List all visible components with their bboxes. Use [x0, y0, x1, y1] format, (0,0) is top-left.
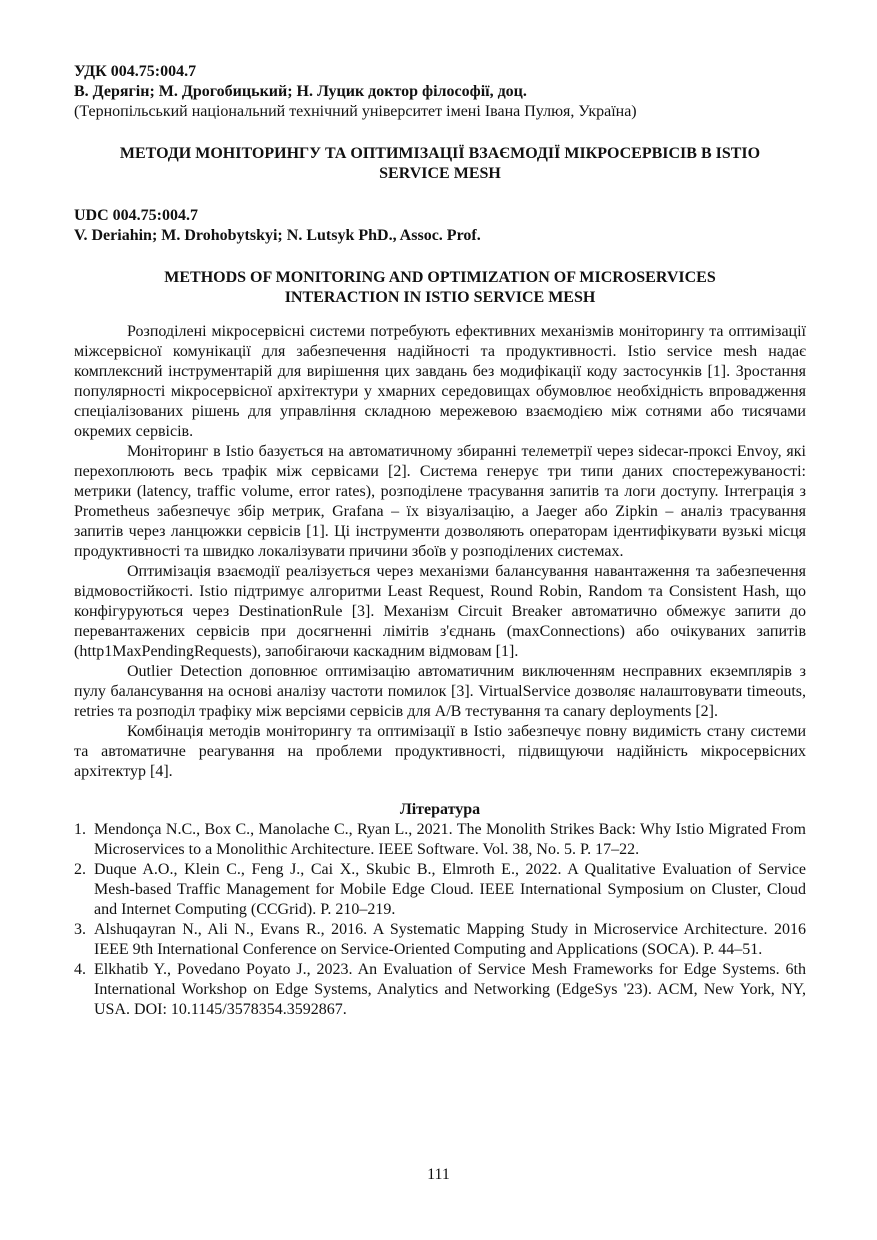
- reference-text: Duque A.O., Klein C., Feng J., Cai X., Skubic B., Elmroth E., 2022. A Qualitative Evaluation of Service Mesh-based Traffic Management for Mobile Edge Cloud. IEEE International Symposium on Cluster, Cloud and Internet Computing (CCGrid). P. 210–219.: [94, 861, 806, 918]
- reference-text: Alshuqayran N., Ali N., Evans R., 2016. A Systematic Mapping Study in Microservice Architecture. 2016 IEEE 9th International Conference on Service-Oriented Computing and Applications (SOCA). P. 44–51.: [94, 921, 806, 958]
- title-en: METHODS OF MONITORING AND OPTIMIZATION OF MICROSERVICES INTERACTION IN ISTIO SERVICE MESH: [164, 269, 716, 306]
- header-english: [74, 206, 806, 308]
- references-section: [74, 800, 806, 1020]
- reference-text: Elkhatib Y., Povedano Poyato J., 2023. An Evaluation of Service Mesh Frameworks for Edge Systems. 6th International Workshop on Edge Systems, Analytics and Networking (EdgeSys '23). ACM, New York, NY, USA. DOI: 10.1145/3578354.3592867.: [94, 961, 806, 1018]
- reference-item: [74, 820, 806, 860]
- title-ua: МЕТОДИ МОНІТОРИНГУ ТА ОПТИМІЗАЦІЇ ВЗАЄМОДІЇ МІКРОСЕРВІСІВ В ISTIO SERVICE MESH: [119, 145, 761, 182]
- paragraph: Оптимізація взаємодії реалізується через механізми балансування навантаження та забезпечення відмовостійкості. Istio підтримує алгоритми Least Request, Round Robin, Random та Consistent Hash, що конфігуруються через DestinationRule [3]. Механізм Circuit Breaker автоматично обмежує запити до перевантажених сервісів при досягненні лімітів з'єднань (maxConnections) або очікуваних запитів (http1MaxPendingRequests), запобігаючи каскадним відмовам [1].: [74, 563, 806, 660]
- references-heading: Література: [399, 801, 481, 818]
- header-ukrainian: [74, 62, 806, 184]
- reference-item: [74, 920, 806, 960]
- page-number: 111: [427, 1166, 450, 1183]
- paragraph: Outlier Detection доповнює оптимізацію автоматичним виключенням несправних екземплярів з пулу балансування на основі аналізу частоти помилок [3]. VirtualService дозволяє налаштовувати timeouts, retries та розподіл трафіку між версіями сервісів для A/B тестування та canary deployments [2].: [74, 663, 806, 720]
- reference-number: 1.: [74, 821, 86, 838]
- udk-code: УДК 004.75:004.7: [74, 63, 197, 80]
- body-text: [74, 322, 806, 782]
- authors-en: V. Deriahin; M. Drohobytskyi; N. Lutsyk PhD., Assoc. Prof.: [74, 227, 481, 244]
- paragraph: Моніторинг в Istio базується на автоматичному збиранні телеметрії через sidecar-проксі Envoy, які перехоплюють весь трафік між сервісами [2]. Система генерує три типи даних спостережуваності: метрики (latency, traffic volume, error rates), розподілене трасування запитів та логи доступу. Інтеграція з Prometheus забезпечує збір метрик, Grafana – їх візуалізацію, а Jaeger або Zipkin – аналіз трасування запитів через ланцюжки сервісів [1]. Ці інструменти дозволяють операторам ідентифікувати вузькі місця продуктивності та швидко локалізувати причини збоїв у розподілених системах.: [74, 443, 806, 560]
- reference-text: Mendonça N.C., Box C., Manolache C., Ryan L., 2021. The Monolith Strikes Back: Why Istio Migrated From Microservices to a Monolithic Architecture. IEEE Software. Vol. 38, No. 5. P. 17–22.: [94, 821, 806, 858]
- references-list: [74, 820, 806, 1020]
- reference-number: 2.: [74, 861, 86, 878]
- reference-item: [74, 960, 806, 1020]
- reference-item: [74, 860, 806, 920]
- paragraph: Комбінація методів моніторингу та оптимізації в Istio забезпечує повну видимість стану системи та автоматичне реагування на проблеми продуктивності, підвищуючи надійність мікросервісних архітектур [4].: [74, 723, 806, 780]
- udc-code: UDC 004.75:004.7: [74, 207, 198, 224]
- affiliation: (Тернопільський національний технічний університет імені Івана Пулюя, Україна): [74, 103, 637, 120]
- reference-number: 3.: [74, 921, 86, 938]
- paper-page: [74, 62, 806, 1020]
- authors-ua: В. Дерягін; М. Дрогобицький; Н. Луцик доктор філософії, доц.: [74, 83, 527, 100]
- reference-number: 4.: [74, 961, 86, 978]
- paragraph: Розподілені мікросервісні системи потребують ефективних механізмів моніторингу та оптимізації міжсервісної комунікації для забезпечення надійності та продуктивності. Istio service mesh надає комплексний інструментарій для вирішення цих завдань без модифікації коду застосунків [1]. Зростання популярності мікросервісної архітектури у хмарних середовищах обумовлює необхідність впровадження спеціалізованих рішень для управління складною мережевою взаємодією між сотнями або тисячами окремих сервісів.: [74, 323, 806, 440]
